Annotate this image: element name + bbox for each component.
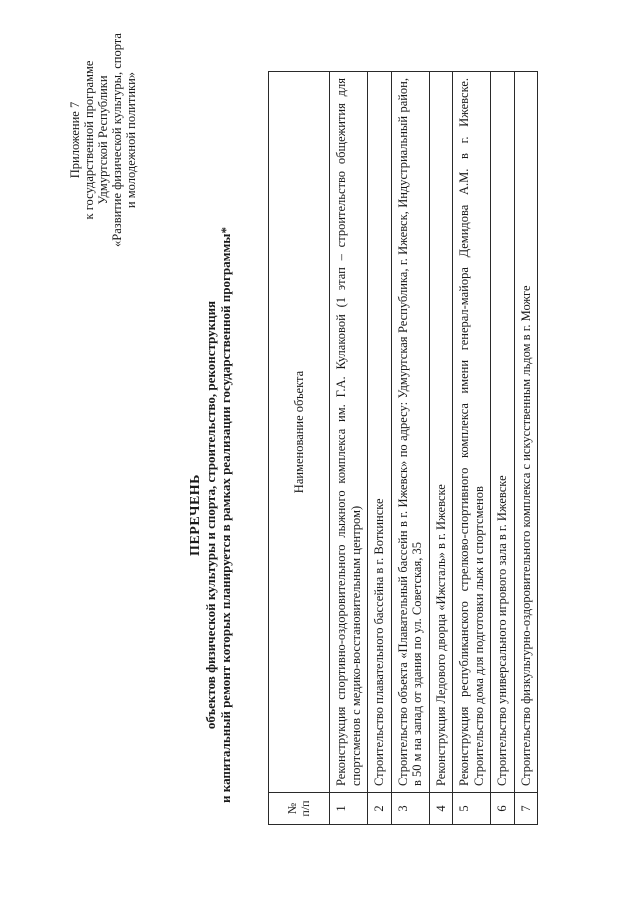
row-number: 5	[453, 793, 491, 825]
row-object-name: Строительство плавательного бассейна в г. Воткинске	[368, 72, 392, 793]
appendix-line: Удмуртской Республики	[96, 75, 110, 205]
title-heading: ПЕРЕЧЕНЬ	[188, 474, 203, 556]
header-object-name: Наименование объекта	[269, 72, 330, 793]
appendix-note	[68, 20, 138, 260]
row-object-name: Строительство физкультурно-оздоровительного комплекса с искусственным льдом в г. Можге	[514, 72, 538, 793]
table-row	[391, 72, 429, 825]
row-number: 7	[514, 793, 538, 825]
row-number: 3	[391, 793, 429, 825]
table-row	[491, 72, 515, 825]
table-row	[453, 72, 491, 825]
title-line: и капитальный ремонт которых планируется в рамках реализации государственной программы*	[218, 227, 233, 803]
appendix-line: и молодежной политики»	[124, 71, 138, 209]
row-object-name: Строительство объекта «Плавательный бассейн в г. Ижевск» по адресу: Удмуртская Республика, г. Ижевск, Индустриальный район, в 50 м на запад от здания по ул. Советская, 35	[391, 72, 429, 793]
objects-table	[268, 71, 538, 825]
appendix-line: «Развитие физической культуры, спорта	[110, 33, 124, 247]
row-number: 2	[368, 793, 392, 825]
title-line: объектов физической культуры и спорта, строительство, реконструкция	[203, 300, 218, 730]
table-row	[429, 72, 453, 825]
row-object-name: Реконструкция Ледового дворца «Ижсталь» в г. Ижевске	[429, 72, 453, 793]
row-number: 1	[330, 793, 368, 825]
table-row	[514, 72, 538, 825]
header-number-abbrev: п/п	[298, 800, 312, 817]
appendix-line: Приложение 7	[68, 101, 82, 179]
appendix-line: к государственной программе	[82, 60, 96, 220]
row-number: 6	[491, 793, 515, 825]
document-title	[188, 165, 233, 865]
row-object-name: Строительство универсального игрового зала в г. Ижевске	[491, 72, 515, 793]
row-object-name: Реконструкция республиканского стрелково-спортивного комплекса имени генерал-майора Демидова А.М. в г. Ижевске. Строительство дома для подготовки лыж и спортсменов	[453, 72, 491, 793]
row-object-name: Реконструкция спортивно-оздоровительного лыжного комплекса им. Г.А. Кулаковой (1 этап – строительство общежития для спортсменов с медико-восстановительным центром)	[330, 72, 368, 793]
table-header-row	[269, 72, 330, 825]
header-number-symbol: №	[285, 802, 299, 815]
table-row	[368, 72, 392, 825]
header-number	[269, 793, 330, 825]
row-number: 4	[429, 793, 453, 825]
table-row	[330, 72, 368, 825]
